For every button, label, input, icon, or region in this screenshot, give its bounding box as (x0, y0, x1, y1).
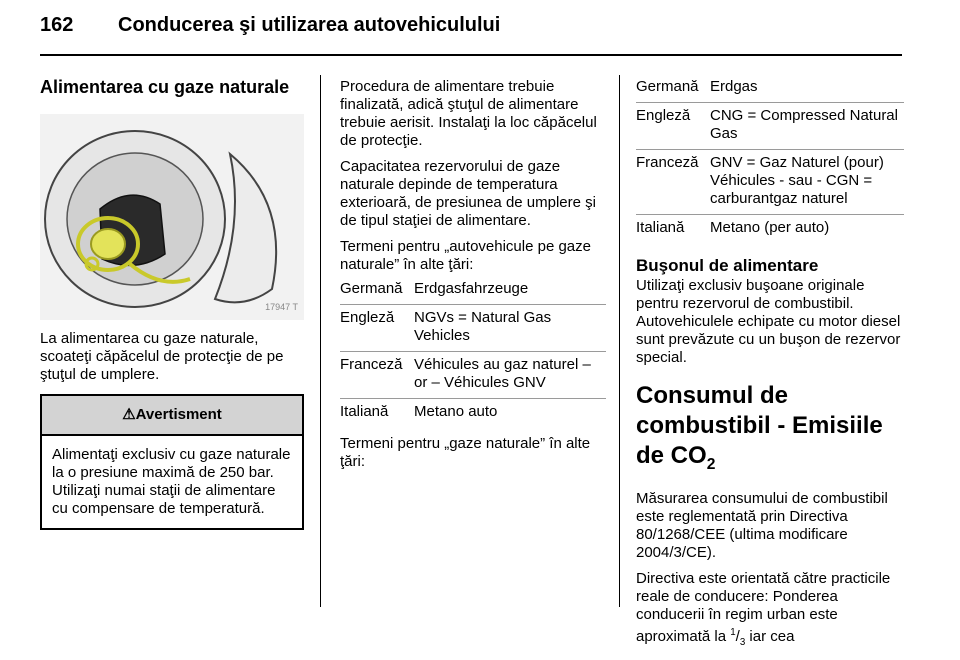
directive-text: Directiva este orientată către practicile reale de conducere: Ponderea conducerii în regim urban este aproximată la (636, 569, 891, 645)
table-row (340, 352, 606, 399)
directive-text-end: iar cea (745, 627, 795, 645)
table-row (636, 74, 904, 103)
column-2 (340, 78, 606, 479)
paragraph-capacity: Capacitatea rezervorului de gaze naturale depinde de temperatura exterioară, de presiunea de umplere şi de tipul staţiei de alimentare. (340, 158, 596, 229)
section-heading: Alimentarea cu gaze naturale (40, 77, 290, 97)
table-cell-lang: Italiană (636, 219, 685, 236)
table-cell-term: Metano (per auto) (710, 219, 830, 236)
fuel-cap-heading: Buşonul de alimentare (636, 256, 819, 275)
table-cell-lang: Engleză (340, 305, 414, 352)
column-divider-2 (619, 75, 620, 607)
co2-subscript: 2 (706, 455, 716, 473)
warning-box (40, 394, 304, 530)
column-divider-1 (320, 75, 321, 607)
warning-icon: ⚠ (122, 406, 136, 423)
fuel-filler-illustration (40, 114, 304, 320)
table-row (340, 276, 606, 305)
paragraph-directive: Directiva este orientată către practicile reale de conducere: Ponderea conducerii în regim urban este aproximată la $^1/_3$ iar cea (636, 569, 891, 648)
terms-vehicles-table (340, 276, 606, 427)
consumption-heading-text: Consumul de combustibil - Emisiile de CO (636, 382, 883, 469)
paragraph-procedure: Procedura de alimentare trebuie finalizată, adică ştuţul de alimentare trebuie aerisit. Instalaţi la loc căpăcelul de protecţie. (340, 78, 597, 149)
fuel-cap-paragraph: Utilizaţi exclusiv buşoane originale pentru rezervorul de combustibil. Autovehiculele echipate cu motor diesel sunt prevăzute cu un buşon de rezervor special. (636, 277, 901, 366)
table-row (340, 399, 606, 428)
intro-paragraph: La alimentarea cu gaze naturale, scoateţi căpăcelul de protecţie de pe ştuţul de umplere. (40, 330, 284, 383)
image-number: 17947 T (265, 302, 298, 312)
table-row (340, 305, 606, 352)
table-row (636, 103, 904, 150)
fuel-filler-drawing (40, 114, 304, 320)
table-row (636, 150, 904, 215)
table-cell-lang: Franceză (636, 150, 710, 215)
page-title: Conducerea şi utilizarea autovehiculului (118, 14, 501, 36)
column-1 (40, 78, 304, 530)
table-cell-term: Erdgasfahrzeuge (414, 276, 606, 305)
table-cell-term: Erdgas (710, 74, 904, 103)
fraction-denominator: 3 (739, 636, 746, 648)
paragraph-terms-gas: Termeni pentru „gaze naturale” în alte ţări: (340, 435, 591, 470)
table-cell-lang: Germană (636, 74, 710, 103)
header-rule (40, 54, 902, 56)
table-row (636, 215, 904, 244)
table-cell-term: NGVs = Natural Gas Vehicles (414, 305, 606, 352)
table-cell-lang: Franceză (340, 352, 414, 399)
warning-title: Avertisment (135, 406, 222, 423)
fraction-numerator: 1 (730, 626, 736, 638)
table-cell-term: Véhicules au gaz naturel – or – Véhicules GNV (414, 352, 606, 399)
page-number: 162 (40, 14, 74, 36)
column-3 (636, 74, 904, 660)
table-cell-lang: Engleză (636, 103, 710, 150)
terms-gas-table (636, 74, 904, 243)
table-cell-term: Metano auto (414, 403, 498, 420)
table-cell-term: GNV = Gaz Naturel (pour) Véhicules - sau - CGN = carburantgaz naturel (710, 150, 904, 215)
warning-header (42, 396, 302, 436)
warning-text: Alimentaţi exclusiv cu gaze naturale la o presiune maximă de 250 bar. Utilizaţi numai staţii de alimentare cu compensare de temperatură. (52, 446, 291, 517)
table-cell-lang: Germană (340, 276, 414, 305)
consumption-heading (636, 381, 904, 480)
paragraph-terms-vehicles: Termeni pentru „autovehicule pe gaze naturale” în alte ţări: (340, 238, 591, 273)
table-cell-lang: Italiană (340, 403, 389, 420)
page-header (40, 14, 500, 37)
paragraph-measurement: Măsurarea consumului de combustibil este reglementată prin Directiva 80/1268/CEE (ultima modificare 2004/3/CE). (636, 489, 888, 561)
table-cell-term: CNG = Compressed Natural Gas (710, 103, 904, 150)
